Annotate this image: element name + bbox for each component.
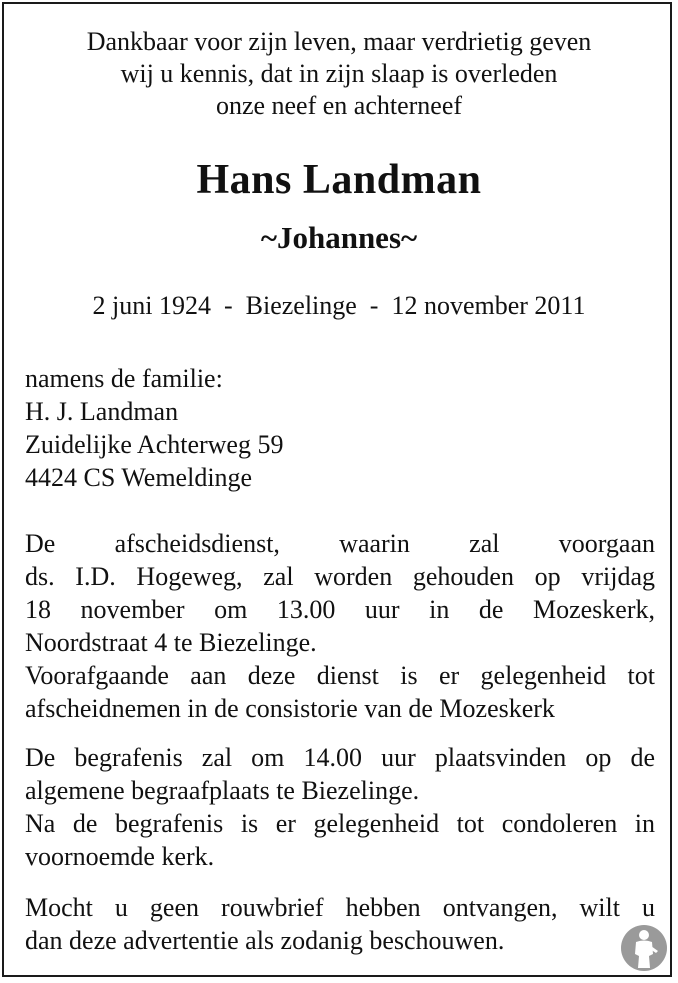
- family-line: 4424 CS Wemeldinge: [25, 463, 253, 492]
- family-line: Zuidelijke Achterweg 59: [25, 430, 284, 459]
- service-line: Voorafgaande aan deze dienst is er gelegenheid tot: [25, 661, 655, 690]
- burial-paragraph: [25, 741, 655, 873]
- service-line: ds. I.D. Hogeweg, zal worden gehouden op vrijdag: [25, 562, 655, 591]
- closing-paragraph: [25, 891, 655, 957]
- closing-line: dan deze advertentie als zodanig beschouwen.: [25, 926, 505, 955]
- closing-line: Mocht u geen rouwbrief hebben ontvangen, wilt u: [25, 893, 655, 922]
- service-paragraph: [25, 527, 655, 725]
- intro-line: wij u kennis, dat in zijn slaap is overleden: [120, 59, 558, 88]
- life-dates: 2 juni 1924 - Biezelinge - 12 november 2011: [92, 291, 586, 320]
- intro-line: Dankbaar voor zijn leven, maar verdrietig geven: [86, 27, 592, 56]
- service-line: 18 november om 13.00 uur in de Mozeskerk,: [25, 595, 655, 624]
- mourning-figure-icon: [620, 924, 668, 972]
- burial-line: Na de begrafenis is er gelegenheid tot condoleren in: [25, 809, 655, 838]
- family-block: [25, 362, 283, 494]
- burial-line: De begrafenis zal om 14.00 uur plaatsvinden op de: [25, 743, 655, 772]
- family-line: namens de familie:: [25, 364, 223, 393]
- service-line: De afscheidsdienst, waarin zal voorgaan: [25, 529, 655, 558]
- service-line: afscheidnemen in de consistorie van de Mozeskerk: [25, 694, 555, 723]
- service-line: Noordstraat 4 te Biezelinge.: [25, 628, 317, 657]
- family-line: H. J. Landman: [25, 397, 179, 426]
- deceased-name: Hans Landman: [196, 157, 482, 203]
- intro-line: onze neef en achterneef: [215, 91, 463, 120]
- burial-line: algemene begraafplaats te Biezelinge.: [25, 776, 420, 805]
- burial-line: voornoemde kerk.: [25, 842, 215, 871]
- intro-text: [0, 26, 678, 122]
- deceased-nickname: ~Johannes~: [260, 220, 418, 255]
